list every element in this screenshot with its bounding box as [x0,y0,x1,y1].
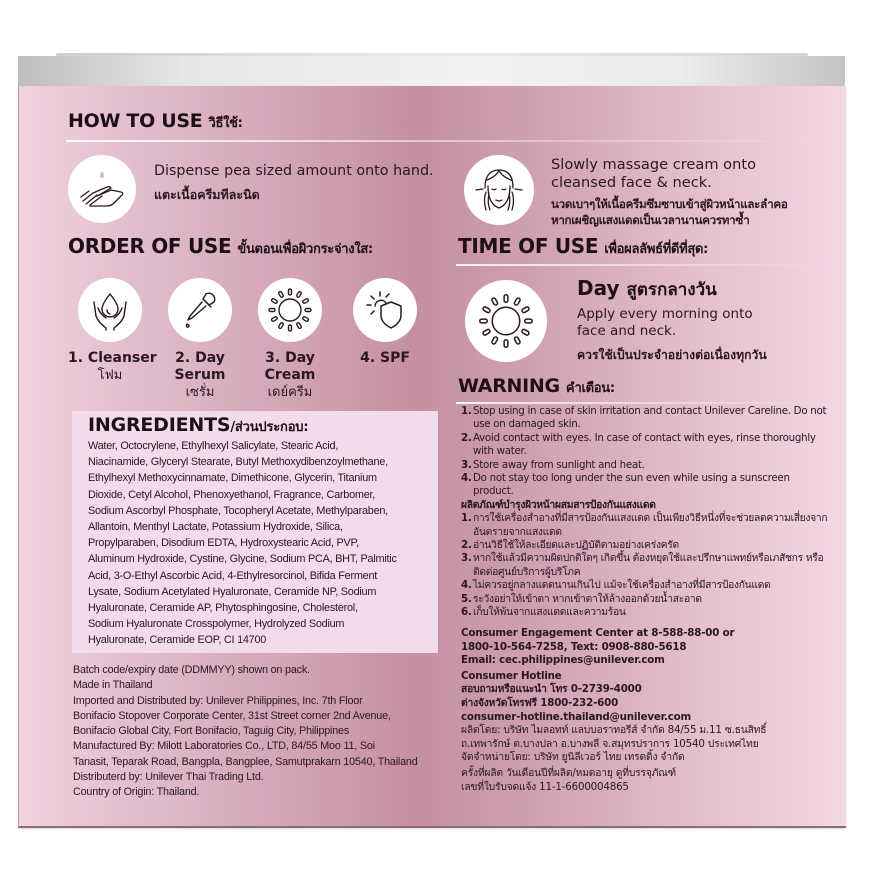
warning-divider [456,402,826,404]
order-step-4-label [343,350,427,367]
contact-mfr-line1: ผลิตโดย: บริษัท ไมลอทท์ แลบบอราทอรีส์ จำกัด 84/55 ม.11 ซ.ธนสิทธิ์ [461,724,767,737]
ingredients-line: Niacinamide, Glyceryl Stearate, Butyl Methoxydibenzoylmethane, [88,456,388,469]
warning-item-th-2 [461,539,831,552]
warning-item-th-5 [461,593,831,606]
cleanser-hands-drop-icon [78,278,142,342]
ingredients-line: Water, Octocrylene, Ethylhexyl Salicylate, Stearic Acid, [88,440,339,452]
product-info-line: Bonifacio Global City, Fort Bonifacio, Taguig City, Philippines [73,725,350,738]
how-to-use-step1-en: Dispense pea sized amount onto hand. [154,163,434,179]
jar-lid [18,56,845,86]
warning-item-text: ไม่ควรอยู่กลางแดดนานเกินไป แม้จะใช้เครื่องสำอางที่มีสารป้องกันแดด [473,579,771,592]
ingredients-line: Acid, 3-O-Ethyl Ascorbic Acid, 4-Ethylresorcinol, Bifida Ferment [88,569,378,582]
time-of-use-divider [456,264,826,266]
time-of-use-text-line1: Apply every morning onto [577,306,753,322]
contact-ph-email: Email: cec.philippines@unilever.com [461,654,665,667]
warning-item-text: ระวังอย่าให้เข้าตา หากเข้าตาให้ล้างออกด้วยน้ำสะอาด [473,592,702,605]
order-step-1-name: 1. Cleanser [68,350,157,366]
warning-thai-heading: ผลิตภัณฑ์บำรุงผิวหน้าผสมสารป้องกันแสงแดด [461,498,656,511]
contact-ph-line1: Consumer Engagement Center at 8-588-88-00 or [461,627,735,639]
warning-title-thai: คำเตือน: [565,381,615,396]
product-info [73,663,443,801]
ingredients-title-thai: /ส่วนประกอบ: [230,420,309,435]
time-of-use-heading [458,234,708,259]
warning-title: WARNING [458,375,560,397]
ingredients-line: Aluminum Hydroxide, Cystine, Glycine, Sodium PCA, BHT, Palmitic [88,553,397,566]
order-step-2-label [158,350,242,401]
contact-info [461,627,831,794]
time-of-use-text-line2: face and neck. [577,323,677,339]
warning-heading [458,375,615,398]
how-to-use-step2-th-line2: หากเผชิญแสงแดดเป็นเวลานานควรทาซ้ำ [551,213,750,227]
warning-item-text: Stop using in case of skin irritation and contact Unilever Careline. Do not use on damaged skin. [473,405,827,431]
product-info-line: Bonifacio Stopover Corporate Center, 31st Street corner 2nd Avenue, [73,709,391,722]
warning-item-text: การใช้เครื่องสำอางที่มีสารป้องกันแสงแดด เป็นเพียงวิธีหนึ่งที่จะช่วยลดความเสี่ยงจากอันตรายจากแสงแดด [473,512,828,538]
warning-list [461,405,831,620]
order-of-use-title: ORDER OF USE [68,234,232,258]
warning-item-text: อ่านวิธีใช้ให้ละเอียดและปฏิบัติตามอย่างเคร่งครัด [473,539,679,552]
order-step-3-name-line1: 3. Day [265,350,315,366]
warning-item-number: 6. [461,606,472,619]
warning-item-text: Avoid contact with eyes. In case of contact with eyes, rinse thoroughly with water. [473,431,816,458]
warning-item-th-1 [461,512,831,539]
contact-ph-line2: 1800-10-564-7258, Text: 0908-880-5618 [461,640,687,653]
warning-item-text: Do not stay too long under the sun even while using a sunscreen product. [473,472,790,498]
contact-th-email: consumer-hotline.thailand@unilever.com [461,710,692,723]
warning-item-th-6 [461,606,831,619]
product-info-line: Manufactured By: Milott Laboratories Co., LTD, 84/55 Moo 11, Soi [73,740,375,753]
how-to-use-step2-th-line1: นวดเบาๆให้เนื้อครีมซึมซาบเข้าสู่ผิวหน้าและลำคอ [551,197,788,211]
order-step-3-thai: เดย์ครีม [267,385,313,400]
ingredients-line: Sodium Ascorbyl Phosphate, Tocopheryl Acetate, Methylparaben, [88,504,388,517]
ingredients-line: Ethylhexyl Methoxycinnamate, Dimethicone, Glycerin, Titanium [88,472,377,485]
time-of-use-text-th: ควรใช้เป็นประจำอย่างต่อเนื่องทุกวัน [577,348,767,362]
ingredients-line: Hyaluronate, Ceramide EOP, CI 14700 [88,634,267,647]
warning-item-number: 2. [461,431,472,444]
warning-item-text: เก็บให้พ้นจากแสงแดดและความร้อน [473,606,626,619]
order-of-use-title-thai: ขั้นตอนเพื่อผิวกระจ่างใส: [237,242,373,257]
order-step-3-name-line2: Cream [264,367,316,383]
time-of-use-title-thai: เพื่อผลลัพธ์ที่ดีที่สุด: [604,242,709,257]
order-step-1-label [68,350,157,384]
warning-item-number: 1. [461,512,472,525]
order-step-2-name-line2: Serum [174,367,226,383]
how-to-use-step2-en-line1: Slowly massage cream onto [551,156,757,173]
sun-icon [465,280,547,362]
ingredients-line: Sodium Hyaluronate Crosspolymer, Hydrolyzed Sodium [88,618,345,631]
warning-item-th-3 [461,552,831,579]
warning-item-number: 4. [461,472,472,485]
order-step-2-thai: เซรั่ม [185,385,215,400]
product-info-line: Batch code/expiry date (DDMMYY) shown on pack. [73,664,310,676]
warning-item-number: 4. [461,579,472,592]
how-to-use-title-thai: วิธีใช้: [208,116,243,131]
dropper-serum-icon [168,278,232,342]
how-to-use-step1-th: แตะเนื้อครีมทีละนิด [154,187,260,202]
face-massage-icon [464,155,534,225]
contact-mfr-line2: ถ.เทพารักษ์ ต.บางปลา อ.บางพลี จ.สมุทรปราการ 10540 ประเทศไทย [461,737,759,750]
warning-item-en-3 [461,459,831,472]
product-info-line: Distributerd by: Unilever Thai Trading Ltd. [73,771,264,784]
warning-item-text: Store away from sunlight and heat. [473,458,645,471]
order-step-2-name-line1: 2. Day [175,350,225,366]
hand-drop-icon [68,155,136,223]
warning-item-number: 5. [461,592,472,605]
warning-item-number: 3. [461,458,472,471]
ingredients-line: Dioxide, Cetyl Alcohol, Phenoxyethanol, Fragrance, Carbomer, [88,488,376,501]
product-info-line: Country of Origin: Thailand. [73,786,200,799]
warning-item-number: 1. [461,405,472,417]
how-to-use-title: HOW TO USE [68,110,203,132]
warning-item-en-4 [461,472,831,499]
ingredients-line: Lysate, Sodium Acetylated Hyaluronate, Ceramide NP, Sodium [88,585,377,598]
warning-item-en-1 [461,405,831,432]
warning-item-number: 2. [461,539,472,552]
how-to-use-heading [68,110,243,133]
order-step-3-label [248,350,332,401]
warning-item-th-4 [461,579,831,592]
order-of-use-heading [68,234,373,259]
order-step-1-thai: โฟม [97,368,123,383]
product-info-line: Imported and Distributed by: Unilever Philippines, Inc. 7th Floor [73,694,363,707]
ingredients-list [88,438,433,649]
how-to-use-step2-en-line2: cleansed face & neck. [551,174,712,191]
ingredients-line: Hyaluronate, Ceramide AP, Phytosphingosine, Cholesterol, [88,602,358,615]
time-of-use-day-heading [577,276,717,303]
product-info-line: Made in Thailand [73,679,153,692]
ingredients-line: Allantoin, Menthyl Lactate, Potassium Hydroxide, Silica, [88,521,343,534]
contact-th-line2: ต่างจังหวัดโทรฟรี 1800-232-600 [461,696,619,709]
time-of-use-day-en: Day [577,276,620,300]
warning-item-text: หากใช้แล้วมีความผิดปกติใดๆ เกิดขึ้น ต้องหยุดใช้และปรึกษาแพทย์หรือเภสัชกร หรือติดต่อศูนย์บริการผู้บริโภค [473,552,824,578]
how-to-use-divider [66,140,826,142]
contact-th-line1: สอบถามหรือแนะนำ โทร 0-2739-4000 [461,683,642,696]
sun-icon [258,278,322,342]
contact-reg-line: เลขที่ใบรับจดแจ้ง 11-1-6600004865 [461,780,629,793]
product-info-line: Tanasit, Teparak Road, Bangpla, Bangplee, Samutprakarn 10540, Thailand [73,755,418,768]
warning-item-number: 3. [461,552,472,565]
contact-th-title: Consumer Hotline [461,669,562,682]
order-step-4-name: 4. SPF [360,350,410,366]
sun-shield-icon [353,278,417,342]
ingredients-title: INGREDIENTS [88,414,231,436]
time-of-use-title: TIME OF USE [458,234,599,258]
ingredients-line: Propylparaben, Disodium EDTA, Hydroxystearic Acid, PVP, [88,537,359,550]
contact-dist-line: จัดจำหน่ายโดย: บริษัท ยูนิลีเวอร์ ไทย เทรดดิ้ง จำกัด [461,751,685,764]
time-of-use-day-th: สูตรกลางวัน [626,280,717,300]
contact-batch-line: ครั้งที่ผลิต วันเดือนปีที่ผลิต/หมดอายุ ดูที่บรรจุภัณฑ์ [461,766,676,779]
ingredients-heading [88,414,308,437]
warning-item-en-2 [461,432,831,459]
